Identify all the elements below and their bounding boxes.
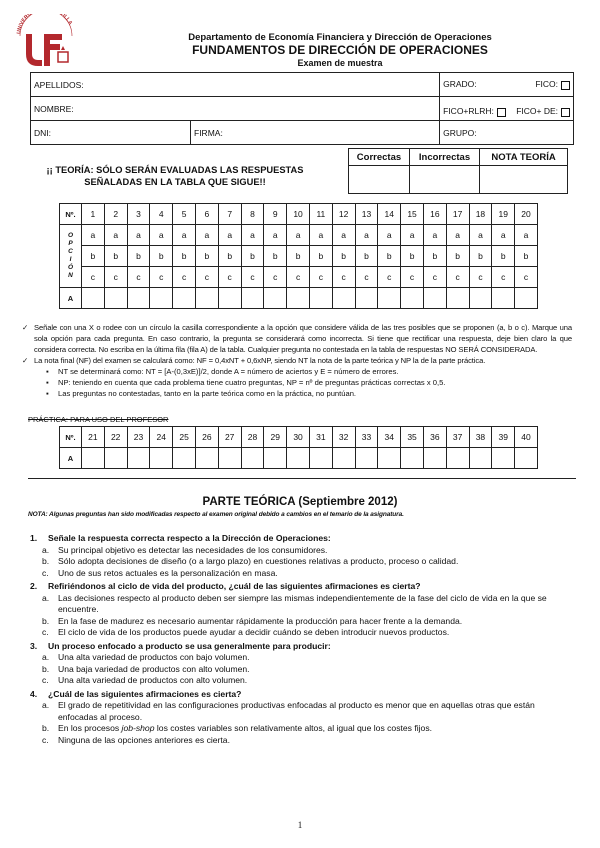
answer-option[interactable]: a. Las decisiones respecto al producto deben ser siempre las mismas independientemente de la fase del ciclo de vida en la que se encuentre. <box>42 592 547 614</box>
question-number: 2 <box>104 204 127 225</box>
row-a-cell <box>264 288 287 309</box>
question-number: 7 <box>218 204 241 225</box>
answer-option-cell[interactable]: c <box>173 267 196 288</box>
note-np: ▪ NP: teniendo en cuenta que cada problema tiene cuatro preguntas, NP = nº de preguntas prácticas correctas x 0,5. <box>46 377 572 388</box>
answer-option-cell[interactable]: c <box>401 267 424 288</box>
answer-option-cell[interactable]: a <box>309 225 332 246</box>
answer-option-cell[interactable]: b <box>173 246 196 267</box>
answer-option-cell[interactable]: a <box>492 225 515 246</box>
question-number: 5 <box>173 204 196 225</box>
answer-option-cell[interactable]: a <box>241 225 264 246</box>
answer-option-cell[interactable]: c <box>492 267 515 288</box>
answer-option-cell[interactable]: b <box>309 246 332 267</box>
question-number: 10 <box>287 204 310 225</box>
section-title: PARTE TEÓRICA (Septiembre 2012) <box>202 496 398 508</box>
answer-option-cell[interactable]: a <box>355 225 378 246</box>
check-icon: ✓ <box>22 323 29 332</box>
grupo-field[interactable]: GRUPO: <box>440 121 574 145</box>
question-number: 34 <box>378 427 401 448</box>
row-a-cell <box>378 288 401 309</box>
question-number: 16 <box>423 204 446 225</box>
nombre-field[interactable]: NOMBRE: <box>31 97 440 121</box>
answer-option-cell[interactable]: a <box>195 225 218 246</box>
dni-field[interactable]: DNI: <box>31 121 191 145</box>
incorrect-header: Incorrectas <box>409 149 479 166</box>
row-a-cell <box>309 448 332 469</box>
answer-option[interactable]: c. Una alta variedad de productos con alto volumen. <box>42 675 248 685</box>
page-number: 1 <box>297 820 303 830</box>
fico-checkbox[interactable] <box>561 81 570 90</box>
question-number: 27 <box>218 427 241 448</box>
answer-option-cell[interactable]: a <box>469 225 492 246</box>
row-a-cell <box>401 448 424 469</box>
row-a-cell <box>446 288 469 309</box>
answer-table-theory <box>59 203 538 309</box>
questions-list <box>28 531 576 746</box>
answer-option-cell[interactable]: c <box>515 267 538 288</box>
answer-option-cell[interactable]: c <box>127 267 150 288</box>
answer-option-cell[interactable]: b <box>423 246 446 267</box>
answer-option-cell[interactable]: c <box>82 267 105 288</box>
note-nt: ▪ NT se determinará como: NT = [A-(0,3xE)]/2, donde A = número de aciertos y E = número de errores. <box>46 366 572 377</box>
row-a-cell <box>104 448 127 469</box>
row-a-cell <box>195 288 218 309</box>
question-number: 3 <box>127 204 150 225</box>
answer-option-cell[interactable]: b <box>127 246 150 267</box>
answer-option-cell[interactable]: b <box>378 246 401 267</box>
firma-field[interactable]: FIRMA: <box>191 121 440 145</box>
instructions: ✓ Señale con una X o rodee con un círculo la casilla correspondiente a la opción que considere válida de las tres posibles que se proponen (a, b o c). Marque una sola opción para cada pregunta. En caso contrario, la pregunta se considerará como incorrecta. Si tiene que rectificar una respuesta, deje bien claro la que considera correcta. No escriba en la última fila (fila A) de la tabla. Cualquier pregunta no contestada en la tabla de respuestas NO SERÁ CONSIDERADA. ✓ La nota final (NF) del examen se calculará como: NF = 0,4xNT + 0,6xNP, siendo NT la nota de la parte teórica y NP la de la parte práctica. ▪ NT se determinará como: NT = [A-(0,3xE)]/2, donde A = número de aciertos y E = número de errores. ▪ NP: teniendo en cuenta que cada problema tiene cuatro preguntas, NP = nº de preguntas prácticas correctas x 0,5. ▪ Las preguntas no contestadas, tanto en la parte teórica como en la práctica, no puntúan. <box>34 322 572 399</box>
question-number: 14 <box>378 204 401 225</box>
row-a-cell <box>127 448 150 469</box>
question-number: 32 <box>332 427 355 448</box>
row-a-cell <box>82 288 105 309</box>
question-number: 20 <box>515 204 538 225</box>
grade-header: NOTA TEORÍA <box>480 149 568 166</box>
row-a-cell <box>218 288 241 309</box>
answer-option-cell[interactable]: b <box>446 246 469 267</box>
answer-option-cell[interactable]: b <box>150 246 173 267</box>
answer-option-cell[interactable]: a <box>173 225 196 246</box>
incorrect-cell[interactable] <box>409 166 479 194</box>
question-number: 26 <box>195 427 218 448</box>
question-number: 6 <box>195 204 218 225</box>
answer-option-cell[interactable]: a <box>378 225 401 246</box>
question-2: 2. Refiriéndonos al ciclo de vida del producto, ¿cuál de las siguientes afirmaciones es cierta? <box>30 581 421 591</box>
question-3: 3. Un proceso enfocado a producto se usa generalmente para producir: <box>30 640 331 651</box>
score-table <box>348 148 568 194</box>
course-title: FUNDAMENTOS DE DIRECCIÓN DE OPERACIONES <box>192 43 488 57</box>
answer-option-cell[interactable]: b <box>492 246 515 267</box>
row-a-cell <box>150 288 173 309</box>
answer-option-cell[interactable]: b <box>355 246 378 267</box>
answer-option-cell[interactable]: b <box>82 246 105 267</box>
question-number: 19 <box>492 204 515 225</box>
row-a-cell <box>218 448 241 469</box>
question-number: 36 <box>423 427 446 448</box>
row-a-cell <box>104 288 127 309</box>
department-title: Departamento de Economía Financiera y Dirección de Operaciones <box>188 32 492 43</box>
row-a-cell <box>309 288 332 309</box>
question-4: 4. ¿Cuál de las siguientes afirmaciones es cierta? <box>30 688 242 699</box>
question-1: 1. Señale la respuesta correcta respecto a la Dirección de Operaciones: <box>30 533 331 543</box>
row-a-cell <box>173 288 196 309</box>
row-a-cell <box>446 448 469 469</box>
fico-rlrh-checkbox[interactable] <box>497 108 506 117</box>
answer-option-cell[interactable]: b <box>264 246 287 267</box>
answer-option[interactable]: a. Su principal objetivo es detectar las necesidades de los consumidores. <box>42 544 328 555</box>
answer-option-cell[interactable]: a <box>423 225 446 246</box>
question-number: 1 <box>82 204 105 225</box>
answer-option-cell[interactable]: b <box>287 246 310 267</box>
fico-de-checkbox[interactable] <box>561 108 570 117</box>
answer-option-cell[interactable]: c <box>355 267 378 288</box>
row-a-cell <box>264 448 287 469</box>
answer-option-cell[interactable]: c <box>287 267 310 288</box>
question-number: 28 <box>241 427 264 448</box>
row-a-label: A <box>60 448 82 469</box>
row-a-cell <box>150 448 173 469</box>
question-number: 21 <box>82 427 105 448</box>
correct-cell[interactable] <box>349 166 410 194</box>
answer-option-cell[interactable]: a <box>104 225 127 246</box>
opcion-label: O P C I Ó N <box>60 225 82 288</box>
question-number: 17 <box>446 204 469 225</box>
row-a-cell <box>127 288 150 309</box>
student-info-table: APELLIDOS: GRADO: FICO: NOMBRE: FICO+RLRH: FICO+ DE: DNI: FIRMA: GRUPO: <box>30 72 574 145</box>
answer-option-cell[interactable]: c <box>446 267 469 288</box>
answer-option[interactable]: b. En los procesos job-shop los costes variables son relativamente altos, al igual que los costes fijos. <box>42 723 433 733</box>
row-a-cell <box>515 288 538 309</box>
answer-option-cell[interactable]: c <box>241 267 264 288</box>
row-a-cell <box>287 288 310 309</box>
answer-option-cell[interactable]: b <box>195 246 218 267</box>
question-number: 31 <box>309 427 332 448</box>
number-header: Nº. <box>60 204 82 225</box>
question-number: 23 <box>127 427 150 448</box>
answer-option-cell[interactable]: c <box>423 267 446 288</box>
question-number: 9 <box>264 204 287 225</box>
svg-text:UNIVERSIDAD DE SEVILLA: UNIVERS VILLA <box>16 14 74 35</box>
question-number: 13 <box>355 204 378 225</box>
row-a-cell <box>469 288 492 309</box>
row-a-cell <box>241 288 264 309</box>
answer-option-cell[interactable]: c <box>332 267 355 288</box>
question-number: 11 <box>309 204 332 225</box>
answer-option-cell[interactable]: a <box>264 225 287 246</box>
question-number: 37 <box>446 427 469 448</box>
number-header: Nº. <box>60 427 82 448</box>
question-number: 15 <box>401 204 424 225</box>
row-a-cell <box>401 288 424 309</box>
apellidos-field[interactable]: APELLIDOS: <box>31 73 440 97</box>
section-note: NOTA: Algunas preguntas han sido modificadas respecto al examen original debido a cambios en el temario de la asignatura. <box>28 511 404 518</box>
row-a-cell <box>469 448 492 469</box>
question-number: 33 <box>355 427 378 448</box>
theory-notice: ¡¡ TEORÍA: SÓLO SERÁN EVALUADAS LAS RESPUESTAS SEÑALADAS EN LA TABLA QUE SIGUE!! <box>46 165 304 187</box>
row-a-cell <box>332 288 355 309</box>
answer-option-cell[interactable]: c <box>309 267 332 288</box>
answer-option-cell[interactable]: a <box>82 225 105 246</box>
question-number: 35 <box>401 427 424 448</box>
answer-option[interactable]: c. Ninguna de las opciones anteriores es cierta. <box>42 734 230 745</box>
question-number: 8 <box>241 204 264 225</box>
question-number: 39 <box>492 427 515 448</box>
answer-option[interactable]: a. Una alta variedad de productos con bajo volumen. <box>42 652 250 662</box>
row-a-cell <box>82 448 105 469</box>
answer-option-cell[interactable]: b <box>241 246 264 267</box>
correct-header: Correctas <box>349 149 410 166</box>
divider <box>28 478 576 479</box>
answer-option-cell[interactable]: a <box>401 225 424 246</box>
answer-option-cell[interactable]: a <box>287 225 310 246</box>
question-number: 40 <box>515 427 538 448</box>
answer-option-cell[interactable]: c <box>150 267 173 288</box>
answer-option-cell[interactable]: a <box>332 225 355 246</box>
answer-option-cell[interactable]: a <box>218 225 241 246</box>
answer-option-cell[interactable]: c <box>195 267 218 288</box>
question-number: 30 <box>287 427 310 448</box>
row-a-cell <box>355 288 378 309</box>
question-number: 22 <box>104 427 127 448</box>
question-number: 24 <box>150 427 173 448</box>
answer-option-cell[interactable]: a <box>446 225 469 246</box>
question-number: 25 <box>173 427 196 448</box>
grade-cell[interactable] <box>480 166 568 194</box>
answer-option-cell[interactable]: c <box>104 267 127 288</box>
answer-option[interactable]: c. El ciclo de vida de los productos puede ayudar a decidir cuándo se deben introducir nuevos productos. <box>42 627 450 637</box>
university-logo <box>14 14 78 70</box>
practica-label: PRÁCTICA: PARA USO DEL PROFESOR <box>28 415 169 424</box>
question-number: 4 <box>150 204 173 225</box>
answer-option[interactable]: a. El grado de repetitividad en las configuraciones productivas enfocadas al producto es menor que en aquellas otras que están enfocadas al proceso. <box>42 700 535 722</box>
row-a-cell <box>423 448 446 469</box>
answer-option-cell[interactable]: b <box>218 246 241 267</box>
answer-option-cell[interactable]: c <box>218 267 241 288</box>
row-a-label: A <box>60 288 82 309</box>
answer-option[interactable]: b. En la fase de madurez es necesario aumentar rápidamente la producción para hacer frente a la demanda. <box>42 615 463 626</box>
note-unanswered: ▪ Las preguntas no contestadas, tanto en la parte teórica como en la práctica, no puntúan. <box>46 388 572 399</box>
answer-option-cell[interactable]: c <box>469 267 492 288</box>
answer-option-cell[interactable]: b <box>515 246 538 267</box>
row-a-cell <box>173 448 196 469</box>
answer-option-cell[interactable]: b <box>401 246 424 267</box>
exam-subtitle: Examen de muestra <box>297 58 383 68</box>
answer-option-cell[interactable]: b <box>332 246 355 267</box>
row-a-cell <box>287 448 310 469</box>
check-icon: ✓ <box>22 356 29 365</box>
answer-option-cell[interactable]: a <box>127 225 150 246</box>
answer-option-cell[interactable]: a <box>150 225 173 246</box>
answer-option-cell[interactable]: c <box>264 267 287 288</box>
row-a-cell <box>195 448 218 469</box>
question-number: 38 <box>469 427 492 448</box>
answer-option[interactable]: b. Una baja variedad de productos con alto volumen. <box>42 663 250 674</box>
answer-table-practice <box>59 426 538 469</box>
row-a-cell <box>492 448 515 469</box>
answer-option[interactable]: b. Sólo adopta decisiones de diseño (o a largo plazo) en cuestiones relativas a producto, proceso o calidad. <box>42 556 459 566</box>
row-a-cell <box>241 448 264 469</box>
answer-option[interactable]: c. Uno de sus retos actuales es la personalización en masa. <box>42 567 278 578</box>
grado-field[interactable]: GRADO: FICO: <box>440 73 574 97</box>
row-a-cell <box>515 448 538 469</box>
question-number: 12 <box>332 204 355 225</box>
question-number: 18 <box>469 204 492 225</box>
row-a-cell <box>332 448 355 469</box>
answer-option-cell[interactable]: b <box>469 246 492 267</box>
row-a-cell <box>378 448 401 469</box>
row-a-cell <box>492 288 515 309</box>
answer-option-cell[interactable]: a <box>515 225 538 246</box>
row-a-cell <box>355 448 378 469</box>
answer-option-cell[interactable]: c <box>378 267 401 288</box>
row-a-cell <box>423 288 446 309</box>
question-number: 29 <box>264 427 287 448</box>
answer-option-cell[interactable]: b <box>104 246 127 267</box>
